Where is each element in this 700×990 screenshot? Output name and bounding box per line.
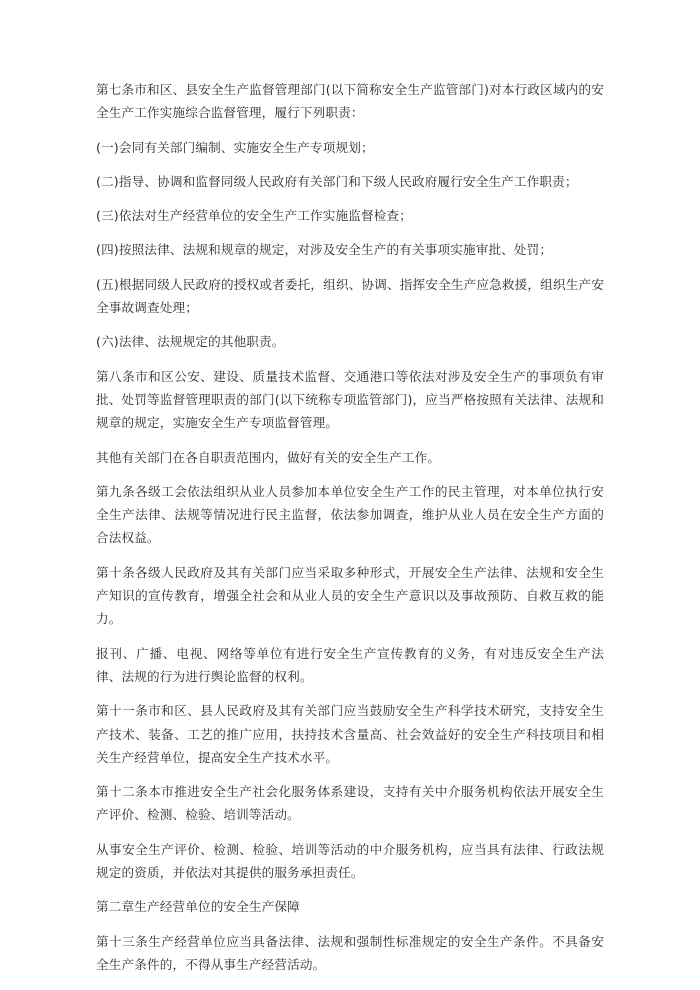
paragraph: (二)指导、协调和监督同级人民政府有关部门和下级人民政府履行安全生产工作职责； [96,173,578,189]
paragraph: 报刊、广播、电视、网络等单位有进行安全生产宣传教育的义务，有对违反安全生产法律、法规的行为进行舆论监督的权利。 [96,645,604,684]
paragraph: 第八条市和区公安、建设、质量技术监督、交通港口等依法对涉及安全生产的事项负有审批、处罚等监督管理职责的部门(以下统称专项监管部门)，应当严格按照有关法律、法规和规章的规定，实施安全生产专项监督管理。 [96,368,604,431]
paragraph: 第九条各级工会依法组织从业人员参加本单位安全生产工作的民主管理，对本单位执行安全生产法律、法规等情况进行民主监督，依法参加调查，维护从业人员在安全生产方面的合法权益。 [96,483,604,546]
paragraph: (一)会同有关部门编制、实施安全生产专项规划； [96,139,374,155]
paragraph: (三)依法对生产经营单位的安全生产工作实施监督检查； [96,208,412,224]
paragraph: 其他有关部门在各自职责范围内，做好有关的安全生产工作。 [96,449,441,465]
paragraph: 从事安全生产评价、检测、检验、培训等活动的中介服务机构，应当具有法律、行政法规规定的资质，并依法对其提供的服务承担责任。 [96,841,604,881]
chapter-heading: 第二章生产经营单位的安全生产保障 [96,899,300,915]
document-body [96,78,604,976]
paragraph: (五)根据同级人民政府的授权或者委托，组织、协调、指挥安全生产应急救援，组织生产安全事故调查处理； [96,276,604,316]
paragraph: (六)法律、法规规定的其他职责。 [96,334,285,350]
paragraph: (四)按照法律、法规和规章的规定，对涉及安全生产的有关事项实施审批、处罚； [96,242,553,258]
paragraph: 第十条各级人民政府及其有关部门应当采取多种形式，开展安全生产法律、法规和安全生产知识的宣传教育，增强全社会和从业人员的安全生产意识以及事故预防、自救互救的能力。 [96,564,604,627]
paragraph: 第十二条本市推进安全生产社会化服务体系建设，支持有关中介服务机构依法开展安全生产评价、检测、检验、培训等活动。 [96,784,604,823]
paragraph: 第十三条生产经营单位应当具备法律、法规和强制性标准规定的安全生产条件。不具备安全生产条件的，不得从事生产经营活动。 [96,933,604,972]
paragraph: 第七条市和区、县安全生产监督管理部门(以下简称安全生产监管部门)对本行政区域内的安全生产工作实施综合监督管理，履行下列职责： [96,82,604,121]
paragraph: 第十一条市和区、县人民政府及其有关部门应当鼓励安全生产科学技术研究，支持安全生产技术、装备、工艺的推广应用，扶持技术含量高、社会效益好的安全生产科技项目和相关生产经营单位，提高安全生产技术水平。 [96,703,604,765]
